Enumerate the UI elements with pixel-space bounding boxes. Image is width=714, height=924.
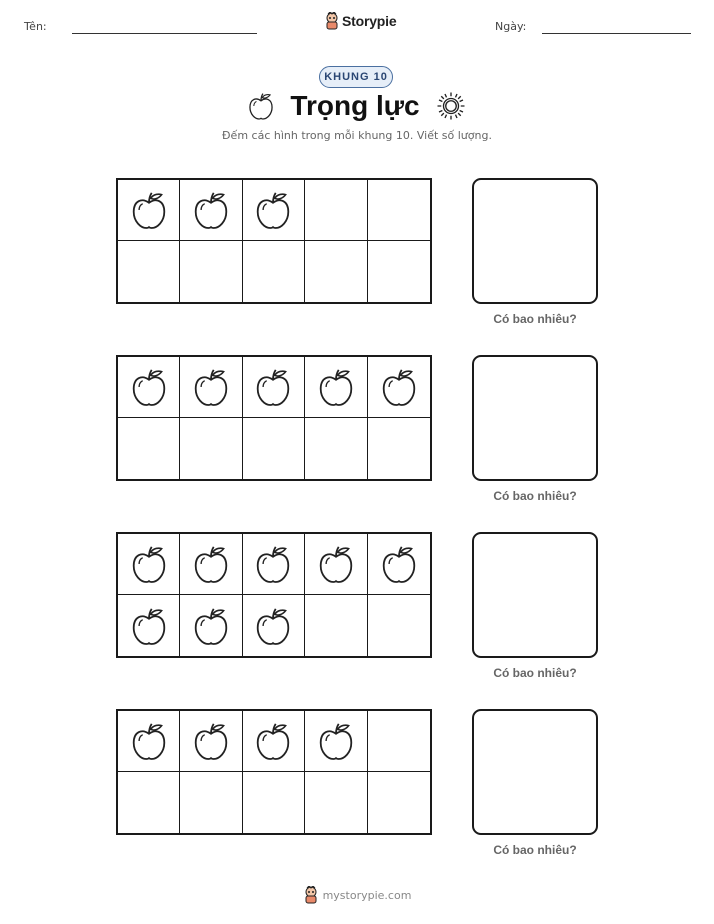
apple-icon	[318, 544, 354, 584]
frame-cell	[243, 357, 305, 418]
apple-icon	[255, 606, 291, 646]
frame-cell	[118, 595, 180, 656]
apple-icon	[381, 544, 417, 584]
answer-prompt: Có bao nhiêu?	[493, 489, 577, 503]
page-title: Trọng lực	[290, 90, 420, 121]
apple-icon	[255, 544, 291, 584]
frame-cell	[368, 711, 430, 772]
ten-frame	[116, 178, 432, 304]
frame-cell	[305, 534, 367, 595]
brand-name: Storypie	[342, 13, 397, 29]
ten-frame	[116, 532, 432, 658]
mascot-icon	[303, 886, 319, 904]
apple-icon	[318, 721, 354, 761]
title-row	[0, 90, 714, 122]
name-field-line[interactable]	[72, 33, 257, 34]
frame-cell	[243, 180, 305, 241]
frame-cell	[118, 418, 180, 479]
mascot-icon	[325, 12, 339, 30]
frame-cell	[243, 534, 305, 595]
date-label: Ngày:	[495, 20, 527, 33]
answer-prompt: Có bao nhiêu?	[493, 666, 577, 680]
frame-cell	[118, 711, 180, 772]
frame-cell	[305, 418, 367, 479]
apple-icon	[193, 190, 229, 230]
apple-icon	[381, 367, 417, 407]
ten-frame	[116, 709, 432, 835]
apple-icon	[131, 721, 167, 761]
frame-cell	[180, 772, 242, 833]
apple-icon	[131, 367, 167, 407]
apple-icon	[248, 91, 274, 121]
frame-cell	[243, 418, 305, 479]
footer	[0, 886, 714, 904]
frame-cell	[180, 418, 242, 479]
frame-cell	[305, 711, 367, 772]
frame-cell	[305, 241, 367, 302]
frame-cell	[180, 357, 242, 418]
frame-cell	[368, 595, 430, 656]
apple-icon	[193, 721, 229, 761]
apple-icon	[131, 544, 167, 584]
date-field-line[interactable]	[542, 33, 691, 34]
apple-icon	[255, 367, 291, 407]
frame-cell	[118, 241, 180, 302]
frame-cell	[118, 357, 180, 418]
frame-cell	[243, 711, 305, 772]
apple-icon	[193, 367, 229, 407]
apple-icon	[193, 544, 229, 584]
answer-prompt: Có bao nhiêu?	[493, 312, 577, 326]
frame-cell	[180, 241, 242, 302]
ten-frame	[116, 355, 432, 481]
frame-cell	[243, 241, 305, 302]
answer-box[interactable]	[472, 532, 598, 658]
frame-cell	[368, 180, 430, 241]
frame-cell	[305, 595, 367, 656]
apple-icon	[255, 721, 291, 761]
brand-logo	[325, 12, 396, 30]
sun-icon	[436, 91, 466, 121]
apple-icon	[255, 190, 291, 230]
answer-prompt: Có bao nhiêu?	[493, 843, 577, 857]
frame-cell	[180, 534, 242, 595]
name-label: Tên:	[24, 20, 47, 33]
frame-cell	[368, 772, 430, 833]
frame-cell	[305, 772, 367, 833]
frame-cell	[118, 772, 180, 833]
answer-box[interactable]	[472, 355, 598, 481]
apple-icon	[318, 367, 354, 407]
apple-icon	[131, 606, 167, 646]
frame-cell	[368, 241, 430, 302]
frame-cell	[243, 772, 305, 833]
frame-cell	[180, 595, 242, 656]
frame-cell	[243, 595, 305, 656]
apple-icon	[131, 190, 167, 230]
footer-url: mystorypie.com	[322, 888, 412, 902]
answer-box[interactable]	[472, 178, 598, 304]
frame-cell	[118, 180, 180, 241]
frame-cell	[180, 711, 242, 772]
instructions: Đếm các hình trong mỗi khung 10. Viết số lượng.	[222, 129, 492, 142]
frame-cell	[368, 357, 430, 418]
frame-cell	[180, 180, 242, 241]
frame-cell	[305, 180, 367, 241]
worksheet-badge: KHUNG 10	[319, 66, 393, 88]
frame-cell	[305, 357, 367, 418]
answer-box[interactable]	[472, 709, 598, 835]
frame-cell	[118, 534, 180, 595]
frame-cell	[368, 534, 430, 595]
apple-icon	[193, 606, 229, 646]
frame-cell	[368, 418, 430, 479]
